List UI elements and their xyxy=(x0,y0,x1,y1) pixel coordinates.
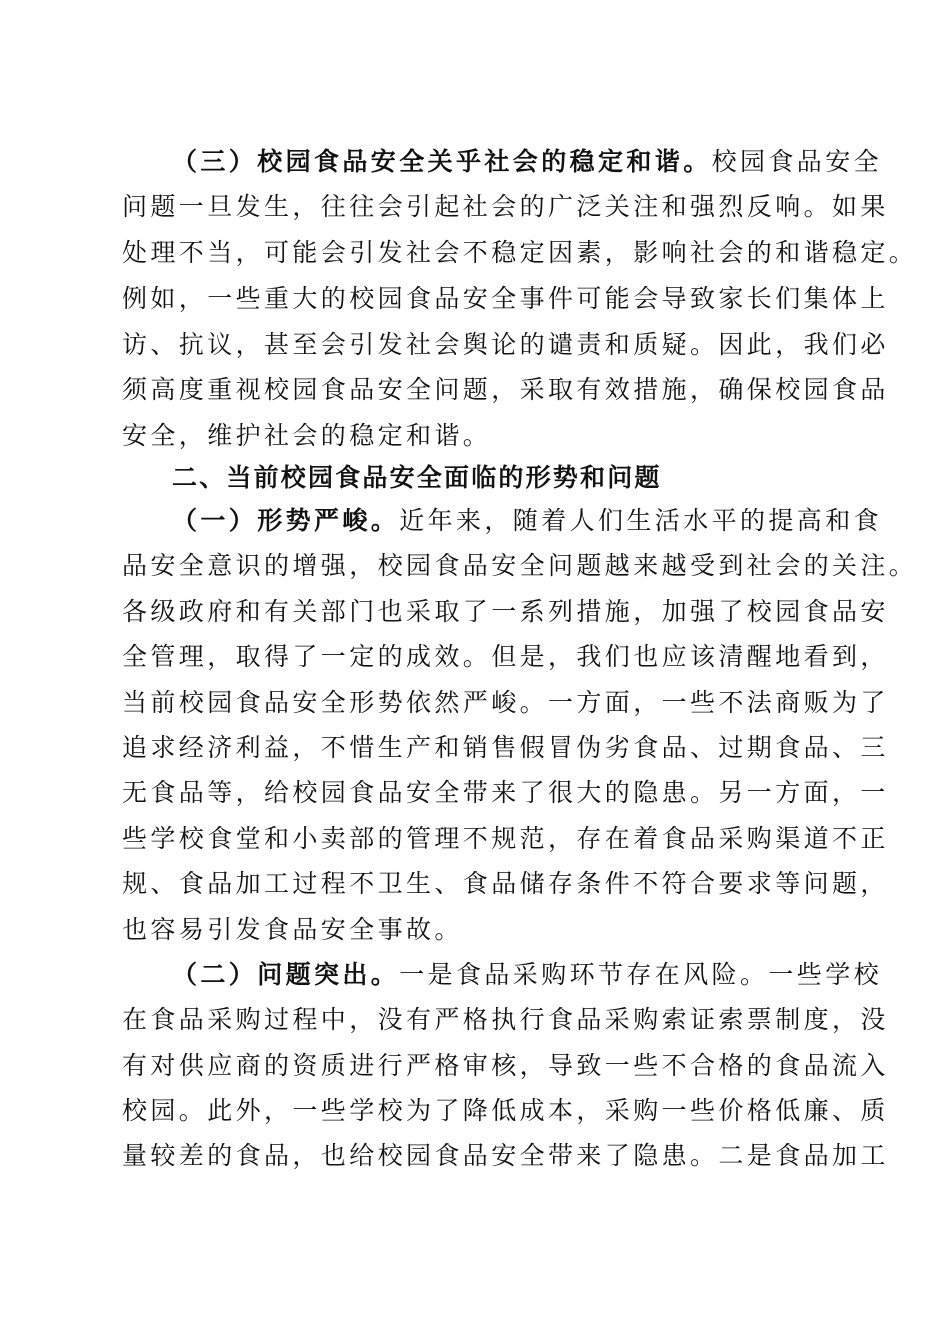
para1-line-2: 问题一旦发生，往往会引起社会的广泛关注和强烈反响。如果 xyxy=(122,192,889,221)
para2-line-7: 无食品等，给校园食品安全带来了很大的隐患。另一方面，一 xyxy=(122,778,889,807)
para3-line-5: 量较差的食品，也给校园食品安全带来了隐患。二是食品加工 xyxy=(122,1141,889,1170)
para2-line-1 xyxy=(172,506,882,536)
para1-line-6: 须高度重视校园食品安全问题，采取有效措施，确保校园食品 xyxy=(122,375,889,404)
para3-lead: （二）问题突出。 xyxy=(172,960,400,989)
para2-line-4: 全管理，取得了一定的成效。但是，我们也应该清醒地看到， xyxy=(122,642,889,671)
para3-line-3: 有对供应商的资质进行严格审核，导致一些不合格的食品流入 xyxy=(122,1051,889,1080)
para2-line-10: 也容易引发食品安全事故。 xyxy=(122,915,463,944)
para1-line-1 xyxy=(172,147,882,177)
para1-line-7: 安全，维护社会的稳定和谐。 xyxy=(122,421,492,450)
para3-line-4: 校园。此外，一些学校为了降低成本，采购一些价格低廉、质 xyxy=(122,1096,889,1125)
para2-line-6: 追求经济利益，不惜生产和销售假冒伪劣食品、过期食品、三 xyxy=(122,733,889,762)
para2-line-2: 品安全意识的增强，校园食品安全问题越来越受到社会的关注。 xyxy=(122,551,918,580)
section-heading: 二、当前校园食品安全面临的形势和问题 xyxy=(172,463,662,492)
para3-line-2: 在食品采购过程中，没有严格执行食品采购索证索票制度，没 xyxy=(122,1005,889,1034)
para1-lead: （三）校园食品安全关乎社会的稳定和谐。 xyxy=(172,147,712,176)
para1-line-1-text: 校园食品安全 xyxy=(711,147,883,176)
para2-line-3: 各级政府和有关部门也采取了一系列措施，加强了校园食品安 xyxy=(122,597,889,626)
para1-line-3: 处理不当，可能会引发社会不稳定因素，影响社会的和谐稳定。 xyxy=(122,238,918,267)
para2-line-9: 规、食品加工过程不卫生、食品储存条件不符合要求等问题， xyxy=(122,869,889,898)
para1-line-5: 访、抗议，甚至会引发社会舆论的谴责和质疑。因此，我们必 xyxy=(122,330,889,359)
para3-line-1 xyxy=(172,960,882,990)
para3-line-1-text: 一是食品采购环节存在风险。一些学校 xyxy=(399,960,883,989)
para2-line-5: 当前校园食品安全形势依然严峻。一方面，一些不法商贩为了 xyxy=(122,688,889,717)
para2-line-1-text: 近年来，随着人们生活水平的提高和食 xyxy=(399,506,883,535)
para1-line-4: 例如，一些重大的校园食品安全事件可能会导致家长们集体上 xyxy=(122,284,889,313)
para2-line-8: 些学校食堂和小卖部的管理不规范，存在着食品采购渠道不正 xyxy=(122,824,889,853)
para2-lead: （一）形势严峻。 xyxy=(172,506,400,535)
